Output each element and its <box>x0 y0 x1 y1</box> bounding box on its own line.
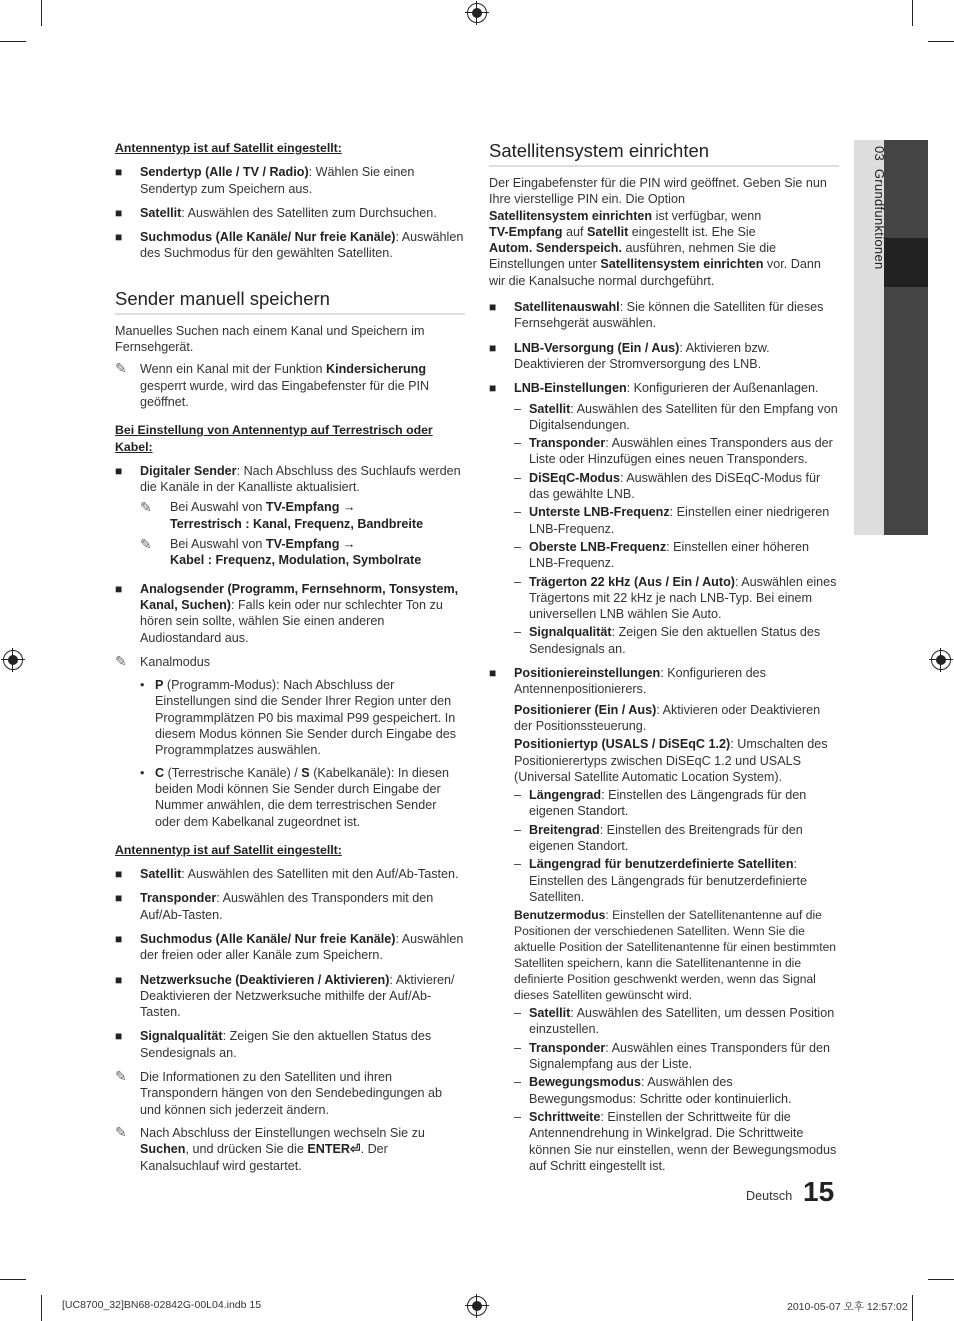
paragraph: Positionierer (Ein / Aus): Aktivieren oder Deaktivieren der Positionssteuerung. <box>514 702 821 733</box>
list-item: – Satellit: Auswählen des Satelliten für den Empfang von Digitalsendungen. <box>514 401 838 432</box>
list-item: ■ Suchmodus (Alle Kanäle/ Nur freie Kanäle): Auswählen der freien oder aller Kanäle zum Speichern. <box>115 931 464 963</box>
paragraph: Der Eingabefenster für die PIN wird geöffnet. Geben Sie nun Ihre vierstellige PIN ein. Die Option Satellitensystem einrichten ist verfügbar, wenn TV-Empfang auf Satellit eingestellt ist. Ehe Sie Autom. Senderspeich. ausführen, nehmen Sie die Einstellungen unter Satellitensystem einrichten vor. Dann wir die Kanalsuche normal durchgeführt. <box>489 176 827 288</box>
crop-mark <box>41 1295 42 1321</box>
list-item: – Satellit: Auswählen des Satelliten, um dessen Position einzustellen. <box>514 1006 835 1037</box>
right-column <box>489 140 839 1176</box>
list-item: – Oberste LNB-Frequenz: Einstellen einer höheren LNB-Frequenz. <box>514 539 809 571</box>
note-pencil-icon: ✎ <box>140 499 152 516</box>
note-pencil-icon: ✎ <box>115 652 127 669</box>
list-item: ■ Netzwerksuche (Deaktivieren / Aktivieren): Aktivieren/ Deaktivieren der Netzwerksuche mithilfe der Auf/Ab-Tasten. <box>115 972 455 1020</box>
list-item: – Längengrad für benutzerdefinierte Satelliten: Einstellen des Längengrads für benutzerdefinierte Satelliten. <box>514 857 807 904</box>
print-slug-file: [UC8700_32]BN68-02842G-00L04.indb 15 <box>62 1299 262 1311</box>
list-item: • P (Programm-Modus): Nach Abschluss der Einstellungen sind die Sender Ihrer Region unter den Programmplätzen P0 bis maximal P99 gespeichert. In diesem Modus können Sie Sender durch Eingabe des Programmplatzes auswählen. <box>140 678 457 758</box>
list-item: – DiSEqC-Modus: Auswählen des DiSEqC-Modus für das gewählte LNB. <box>514 470 821 502</box>
chapter-title: Grundfunktionen <box>872 168 887 270</box>
bullet-square-icon: ■ <box>115 931 123 946</box>
list-item: ■ Digitaler Sender: Nach Abschluss des Suchlaufs werden die Kanäle in der Kanalliste aktualisiert. ✎ Bei Auswahl von TV-Empfang → Terrestrisch : Kanal, Frequenz, Bandbreite ✎ Bei Auswahl von TV-Empfang → Kabel : Frequenz, Modulation, Symbolrate <box>115 463 465 571</box>
list-item: ■ LNB-Versorgung (Ein / Aus): Aktivieren bzw. Deaktivieren der Stromversorgung des LNB. <box>489 340 770 371</box>
list-item: ■ Satellitenauswahl: Sie können die Satelliten für dieses Fernsehgerät auswählen. <box>489 300 824 331</box>
chapter-tab-label <box>872 146 887 270</box>
registration-mark-icon <box>931 650 951 670</box>
left-column <box>115 140 465 1181</box>
list-item: ■ Positioniereinstellungen: Konfigurieren des Antennenpositionierers. <box>489 666 766 697</box>
list-item: – Unterste LNB-Frequenz: Einstellen einer niedrigeren LNB-Frequenz. <box>514 505 830 536</box>
paragraph: Manuelles Suchen nach einem Kanal und Speichern im Fernsehgerät. <box>115 323 425 355</box>
footer-language: Deutsch <box>746 1189 793 1203</box>
bullet-square-icon: ■ <box>115 165 123 180</box>
chapter-number: 03 <box>872 146 887 162</box>
subnote: ✎ Bei Auswahl von TV-Empfang → Terrestrisch : Kanal, Frequenz, Bandbreite <box>140 499 424 531</box>
enter-key-icon: ⏎ <box>350 1142 361 1157</box>
bullet-square-icon: ■ <box>489 340 497 355</box>
registration-mark-icon <box>467 3 487 23</box>
list-item: – Transponder: Auswählen eines Transponders für den Signalempfang aus der Liste. <box>514 1040 831 1072</box>
section-heading: Sender manuell speichern <box>115 288 465 315</box>
bullet-square-icon: ■ <box>115 891 123 906</box>
note-pencil-icon: ✎ <box>115 360 127 377</box>
bullet-square-icon: ■ <box>489 666 497 681</box>
page-number: 15 <box>803 1176 835 1207</box>
bullet-square-icon: ■ <box>115 581 123 596</box>
note: ✎ Die Informationen zu den Satelliten und ihren Transpondern hängen von den Sendebedingungen ab und können sich jederzeit ändern. <box>115 1068 443 1117</box>
bullet-square-icon: ■ <box>489 300 497 315</box>
list-item: – Trägerton 22 kHz (Aus / Ein / Auto): Auswählen eines Trägertons mit 22 kHz je nach LNB-Typ. Bei einem universellen LNB wählen Sie Auto. <box>514 574 837 622</box>
bullet-square-icon: ■ <box>489 381 497 396</box>
list-item: ■ LNB-Einstellungen: Konfigurieren der Außenanlagen. <box>489 381 819 396</box>
list-item: ■ Sendertyp (Alle / TV / Radio): Wählen Sie einen Sendertyp zum Speichern aus. <box>115 165 415 196</box>
bullet-square-icon: ■ <box>115 867 123 882</box>
crop-mark <box>912 1295 913 1321</box>
paragraph: Benutzermodus: Einstellen der Satellitenantenne auf die Positionen der verschiedenen Satelliten. Wenn Sie die aktuelle Position der Satellitenantenne für einen bestimmten Satelliten speichern, kann die Satellitenantenne in die definierte Position geschwenkt werden, wenn das Signal dieses Satelliten gewünscht wird. <box>514 908 837 1003</box>
registration-mark-icon <box>3 650 23 670</box>
note-pencil-icon: ✎ <box>115 1123 127 1140</box>
bullet-dot-icon: • <box>140 765 145 780</box>
list-item: – Breitengrad: Einstellen des Breitengrads für den eigenen Standort. <box>514 822 803 853</box>
subheading-satellite: Antennentyp ist auf Satellit eingestellt: <box>115 141 342 155</box>
list-item: – Schrittweite: Einstellen der Schrittweite für die Antennendrehung in Winkelgrad. Die Schrittweite können Sie nur einstellen, wenn der Bewegungsmodus auf Schritt eingestellt ist. <box>514 1109 837 1173</box>
list-item: ■ Satellit: Auswählen des Satelliten mit den Auf/Ab-Tasten. <box>115 867 459 882</box>
crop-mark <box>0 1279 26 1280</box>
note: ✎ Nach Abschluss der Einstellungen wechseln Sie zu Suchen, und drücken Sie die ENTER⏎. Der Kanalsuchlauf wird gestartet. <box>115 1123 425 1173</box>
subheading-satellite: Antennentyp ist auf Satellit eingestellt: <box>115 842 342 857</box>
bullet-dot-icon: • <box>140 678 145 693</box>
note: ✎ Wenn ein Kanal mit der Funktion Kindersicherung gesperrt wurde, wird das Eingabefenster für die PIN geöffnet. <box>115 360 430 409</box>
registration-mark-icon <box>467 1296 487 1316</box>
subnote: ✎ Bei Auswahl von TV-Empfang → Kabel : Frequenz, Modulation, Symbolrate <box>140 536 422 568</box>
bullet-square-icon: ■ <box>115 972 123 987</box>
chapter-tab-marker <box>884 238 928 287</box>
crop-mark <box>41 0 42 26</box>
section-heading: Satellitensystem einrichten <box>489 140 839 167</box>
note-pencil-icon: ✎ <box>140 536 152 553</box>
list-item: • C (Terrestrische Kanäle) / S (Kabelkanäle): In diesen beiden Modi können Sie Sender durch Eingabe der Nummer anwählen, die dem terrestrischen Sender oder dem Kabelkanal zugeordnet ist. <box>140 765 450 829</box>
subheading-terrestrial: Bei Einstellung von Antennentyp auf Terrestrisch oder Kabel: <box>115 423 433 454</box>
list-item: – Transponder: Auswählen eines Transponders aus der Liste oder Hinzufügen eines neuen Transponders. <box>514 436 833 467</box>
list-item: – Signalqualität: Zeigen Sie den aktuellen Status des Sendesignals an. <box>514 625 821 656</box>
list-item: ■ Satellit: Auswählen des Satelliten zum Durchsuchen. <box>115 205 437 220</box>
list-item: – Bewegungsmodus: Auswählen des Bewegungsmodus: Schritte oder kontinuierlich. <box>514 1075 792 1106</box>
chapter-tab-bar <box>884 140 928 535</box>
bullet-square-icon: ■ <box>115 1029 123 1044</box>
bullet-square-icon: ■ <box>115 463 123 478</box>
note-pencil-icon: ✎ <box>115 1068 127 1085</box>
crop-mark <box>928 41 954 42</box>
print-slug-date: 2010-05-07 오후 12:57:02 <box>787 1301 908 1313</box>
crop-mark <box>928 1279 954 1280</box>
crop-mark <box>912 0 913 26</box>
crop-mark <box>0 41 26 42</box>
list-item: ■ Signalqualität: Zeigen Sie den aktuellen Status des Sendesignals an. <box>115 1029 432 1060</box>
list-item: ■ Transponder: Auswählen des Transponders mit den Auf/Ab-Tasten. <box>115 891 434 922</box>
list-item: ■ Suchmodus (Alle Kanäle/ Nur freie Kanäle): Auswählen des Suchmodus für den gewählten Satelliten. <box>115 230 464 261</box>
paragraph: Positioniertyp (USALS / DiSEqC 1.2): Umschalten des Positionierertyps zwischen DiSEqC 1.2 und USALS (Universal Satellite Automatic Location System). <box>514 737 828 784</box>
list-item: – Längengrad: Einstellen des Längengrads für den eigenen Standort. <box>514 788 807 819</box>
note: ✎ Kanalmodus <box>115 652 211 669</box>
bullet-square-icon: ■ <box>115 205 123 220</box>
list-item: ■ Analogsender (Programm, Fernsehnorm, Tonsystem, Kanal, Suchen): Falls kein oder nur schlechter Ton zu hören sein sollte, wählen Sie einen anderen Audiostandard aus. <box>115 581 459 645</box>
bullet-square-icon: ■ <box>115 230 123 245</box>
